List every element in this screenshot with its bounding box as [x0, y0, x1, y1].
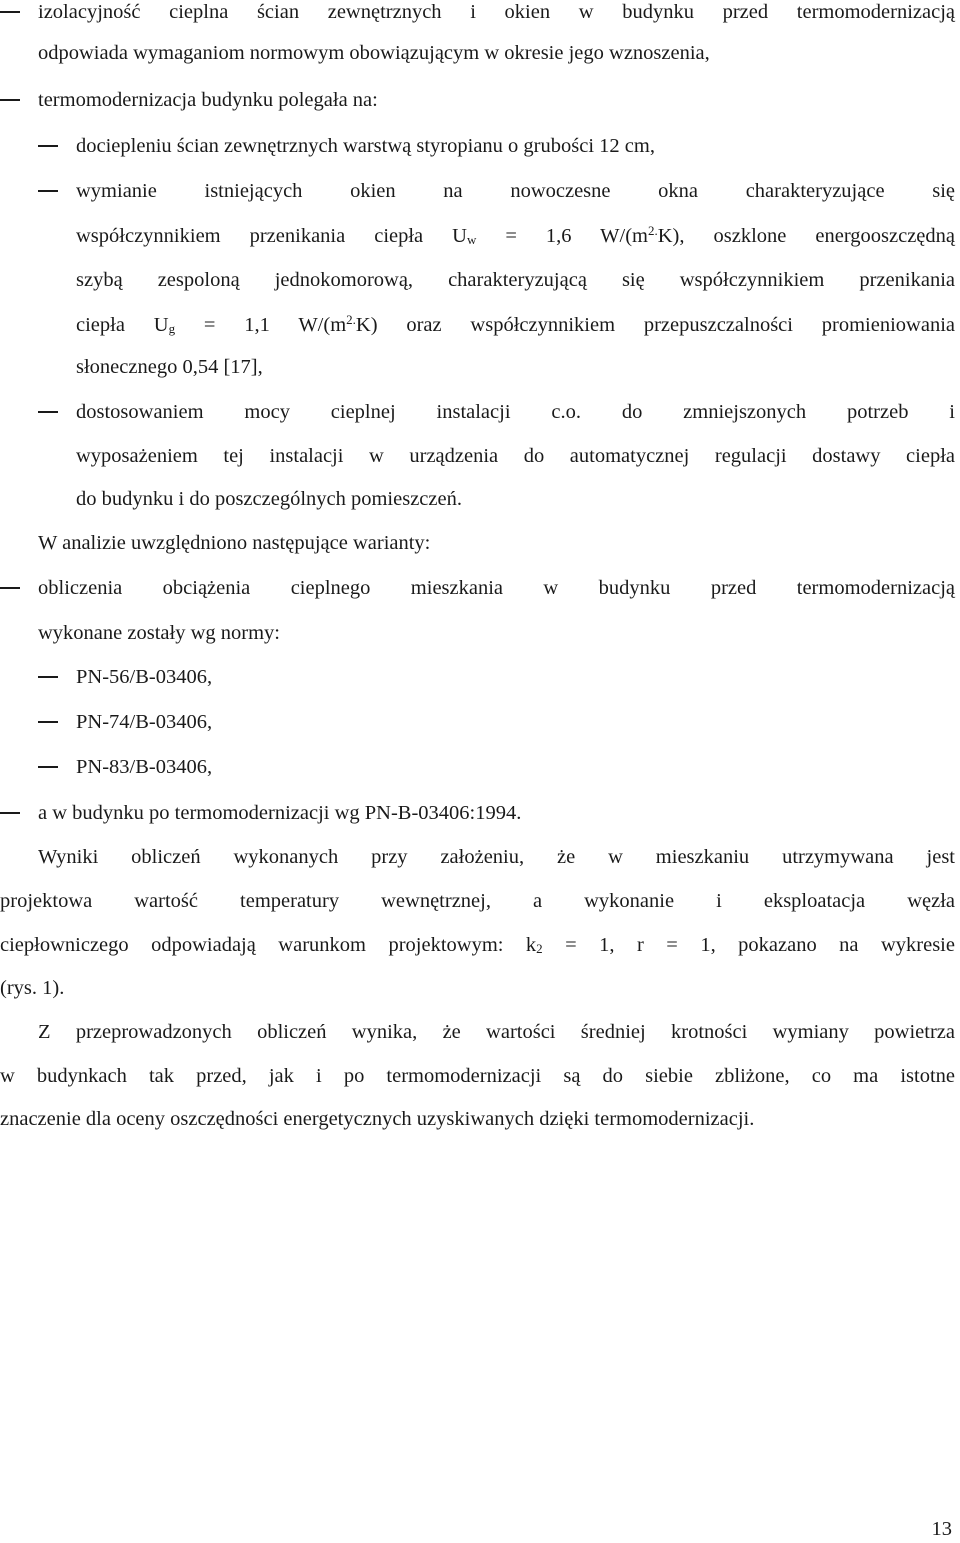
paragraph-line [0, 1017, 955, 1047]
text-line: ciepła $U_g = 1,1$ $W/(m^{2.}K)$ oraz współczynnikiem przepuszczalności promieniowania [76, 312, 955, 336]
text-line: w budynkach tak przed, jak i po termomodernizacji są do siebie zbliżone, co ma istotne [0, 1065, 955, 1087]
list-item-continuation [0, 618, 955, 648]
paragraph-line [0, 528, 955, 558]
dash-bullet-icon [38, 676, 58, 678]
list-item [0, 131, 955, 161]
text-line: słonecznego 0,54 [17], [76, 356, 263, 378]
list-item [0, 397, 955, 427]
dash-bullet-icon [0, 812, 20, 814]
text-line: izolacyjność cieplna ścian zewnętrznych i okien w budynku przed termomodernizacją [38, 1, 955, 23]
text-line: wymianie istniejących okien na nowoczesne okna charakteryzujące się [76, 180, 955, 202]
text-line: (rys. 1). [0, 977, 65, 999]
paragraph-line [0, 842, 955, 872]
text-line: PN-74/B-03406, [76, 711, 213, 733]
list-item [0, 707, 955, 737]
text-line: znaczenie dla oceny oszczędności energetycznych uzyskiwanych dzięki termomodernizacji. [0, 1108, 755, 1130]
subscript: g [168, 321, 176, 336]
text-line: odpowiada wymaganiom normowym obowiązującym w okresie jego wznoszenia, [38, 42, 710, 64]
subscript: w [466, 232, 477, 247]
dash-bullet-icon [0, 587, 20, 589]
list-item [0, 573, 955, 603]
dash-bullet-icon [38, 411, 58, 413]
text-line: ciepłowniczego odpowiadają warunkom projektowym: $k_2 = 1$, r = 1, pokazano na wykresie [0, 934, 955, 956]
dash-bullet-icon [38, 721, 58, 723]
list-item [0, 662, 955, 692]
paragraph-line [0, 886, 955, 916]
text-line: współczynnikiem przenikania ciepła $U_w = 1,6$ $W/(m^{2.}K)$, oszklone energooszczędną [76, 223, 955, 247]
list-item [0, 85, 955, 115]
text-line: PN-56/B-03406, [76, 666, 213, 688]
list-item [0, 176, 955, 206]
text-line: PN-83/B-03406, [76, 756, 213, 778]
superscript: 2. [648, 223, 658, 238]
text-line: obliczenia obciążenia cieplnego mieszkania w budynku przed termomodernizacją [38, 577, 955, 599]
text-line: a w budynku po termomodernizacji wg PN-B-03406:1994. [38, 802, 522, 824]
dash-bullet-icon [0, 11, 20, 13]
list-item-continuation [0, 310, 955, 340]
list-item [0, 798, 955, 828]
text-line: Wyniki obliczeń wykonanych przy założeniu, że w mieszkaniu utrzymywana jest [38, 846, 955, 868]
list-item-continuation [0, 484, 955, 514]
text-line: W analizie uwzględniono następujące warianty: [38, 532, 431, 554]
paragraph-line [0, 1104, 955, 1134]
text-line: wykonane zostały wg normy: [38, 622, 280, 644]
list-item-continuation [0, 441, 955, 471]
superscript: 2. [346, 312, 356, 327]
text-line: projektowa wartość temperatury wewnętrznej, a wykonanie i eksploatacja węzła [0, 890, 955, 912]
list-item-continuation [0, 221, 955, 251]
dash-bullet-icon [38, 190, 58, 192]
text-line: dociepleniu ścian zewnętrznych warstwą styropianu o grubości 12 cm, [76, 135, 655, 157]
page-number: 13 [931, 1518, 952, 1540]
text-line: termomodernizacja budynku polegała na: [38, 89, 378, 111]
text-line: wyposażeniem tej instalacji w urządzenia do automatycznej regulacji dostawy ciepła [76, 445, 955, 467]
text-line: szybą zespoloną jednokomorową, charakteryzującą się współczynnikiem przenikania [76, 269, 955, 291]
text-line: do budynku i do poszczególnych pomieszczeń. [76, 488, 462, 510]
text-line: dostosowaniem mocy cieplnej instalacji c.o. do zmniejszonych potrzeb i [76, 401, 955, 423]
text-line: Z przeprowadzonych obliczeń wynika, że wartości średniej krotności wymiany powietrza [38, 1021, 955, 1043]
list-item-continuation [0, 38, 955, 68]
paragraph-line [0, 1061, 955, 1091]
paragraph-line [0, 973, 955, 1003]
subscript: 2 [536, 941, 543, 956]
list-item-continuation [0, 352, 955, 382]
dash-bullet-icon [38, 145, 58, 147]
list-item [0, 0, 955, 27]
list-item [0, 752, 955, 782]
dash-bullet-icon [0, 99, 20, 101]
dash-bullet-icon [38, 766, 58, 768]
paragraph-line [0, 930, 955, 960]
list-item-continuation [0, 265, 955, 295]
